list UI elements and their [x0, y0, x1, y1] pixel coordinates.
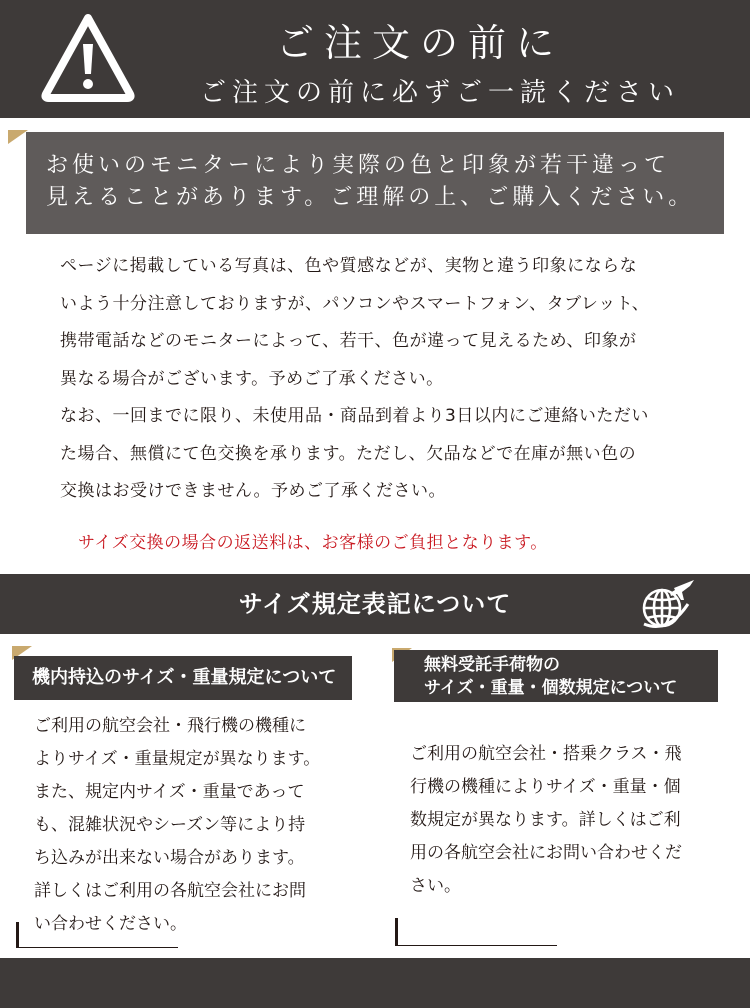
return-shipping-note: サイズ交換の場合の返送料は、お客様のご負担となります。	[78, 533, 548, 553]
body-line: ページに掲載している写真は、色や質感などが、実物と違う印象にならな	[60, 256, 638, 276]
checked-baggage-heading	[394, 650, 718, 702]
body-line: いよう十分注意しておりますが、パソコンやスマートフォン、タブレット、	[60, 293, 650, 314]
globe-airplane-icon	[638, 578, 696, 632]
body-line: た場合、無償にて色交換を承ります。ただし、欠品などで在庫が無い色の	[60, 443, 637, 464]
card-line: 詳しくはご利用の各航空会社にお問	[34, 881, 306, 901]
body-line: 携帯電話などのモニターによって、若干、色が違って見えるため、印象が	[60, 331, 637, 351]
page-header	[0, 0, 750, 118]
body-line: 交換はお受けできません。予めご了承ください。	[60, 481, 447, 501]
card-line: 数規定が異なります。詳しくはご利	[410, 810, 681, 830]
card-line: さい。	[410, 876, 461, 896]
body-line: 異なる場合がございます。予めご了承ください。	[60, 368, 444, 389]
carry-on-heading: 機内持込のサイズ・重量規定について	[14, 656, 352, 700]
carry-on-text	[34, 710, 320, 941]
monitor-color-notice	[26, 132, 724, 234]
card-line: 用の各航空会社にお問い合わせくだ	[410, 843, 682, 863]
page-title: ご注文の前に	[275, 21, 564, 65]
card-line: ご利用の航空会社・搭乗クラス・飛	[410, 744, 682, 764]
color-policy-text	[60, 248, 710, 511]
warning-icon	[38, 10, 138, 104]
card-line: 行機の機種によりサイズ・重量・個	[410, 777, 681, 797]
page-subtitle: ご注文の前に必ずご一読ください	[199, 78, 680, 108]
bracket-decoration	[395, 918, 557, 946]
card-line: い合わせください。	[34, 914, 187, 934]
heading-line: 無料受託手荷物の	[424, 655, 560, 675]
bracket-decoration	[16, 922, 178, 948]
gold-corner-decoration	[8, 130, 28, 144]
card-line: も、混雑状況やシーズン等により持	[34, 815, 306, 835]
card-line: ご利用の航空会社・飛行機の機種に	[34, 716, 306, 736]
notice-line: お使いのモニターにより実際の色と印象が若干違って	[46, 153, 671, 178]
size-section-title: サイズ規定表記について	[238, 590, 512, 618]
body-line: なお、一回までに限り、未使用品・商品到着より3日以内にご連絡いただい	[60, 406, 649, 426]
card-line: ち込みが出来ない場合があります。	[34, 848, 305, 868]
card-line: よりサイズ・重量規定が異なります。	[34, 749, 321, 769]
heading-line: サイズ・重量・個数規定について	[424, 678, 678, 698]
footer-bar	[0, 958, 750, 1008]
notice-line: 見えることがあります。ご理解の上、ご購入ください。	[46, 185, 695, 210]
card-line: また、規定内サイズ・重量であって	[34, 782, 305, 802]
checked-baggage-text	[410, 738, 682, 903]
